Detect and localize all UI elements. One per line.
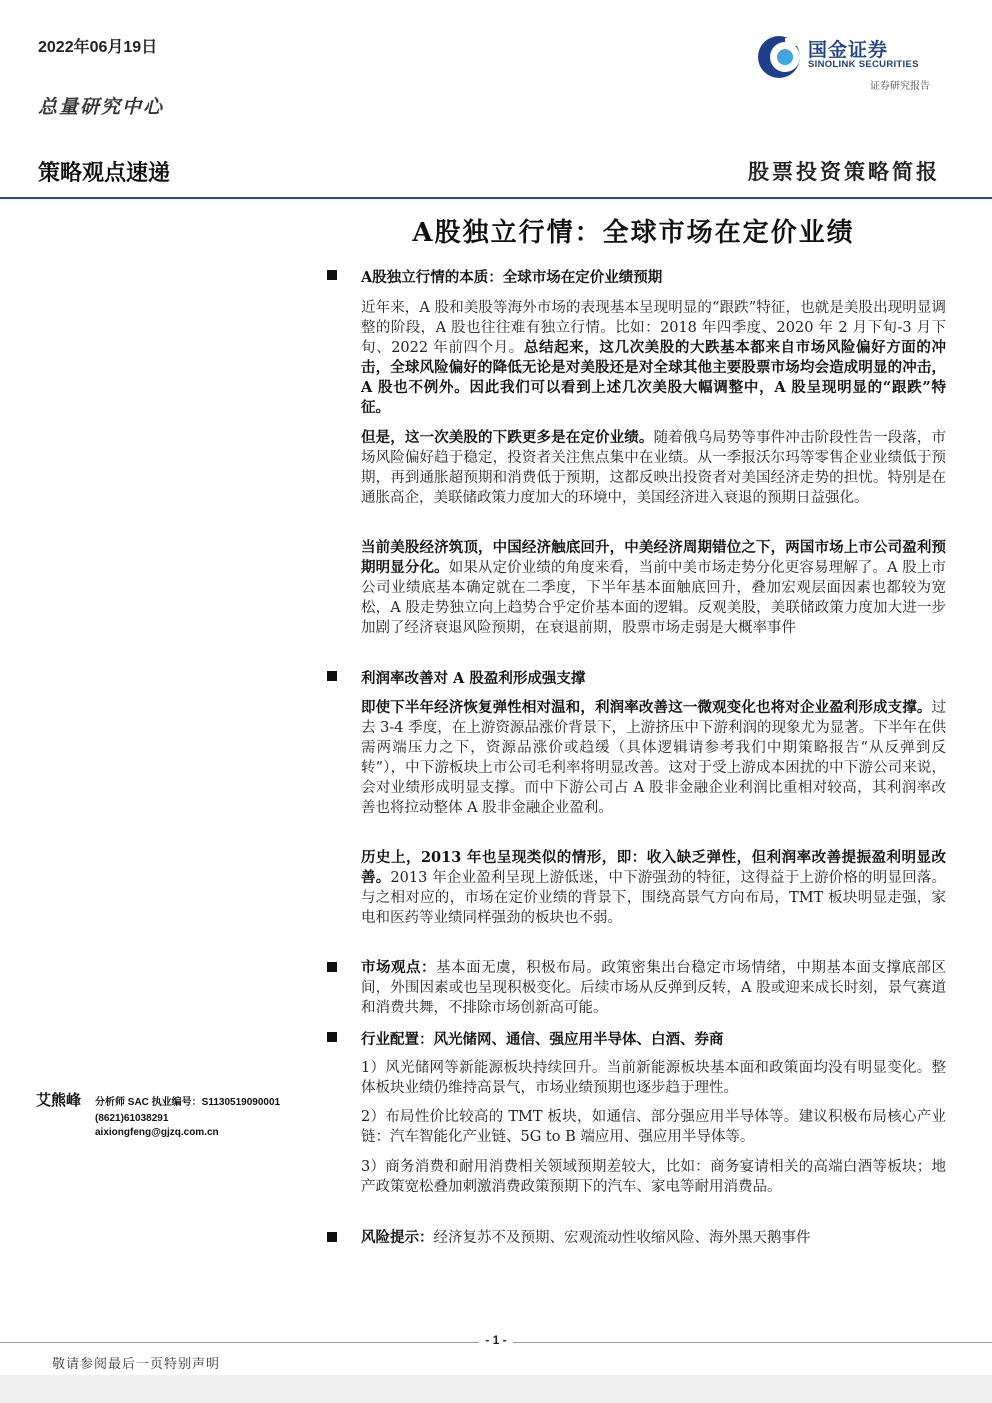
- paragraph-bold-text: 即使下半年经济恢复弹性相对温和，利润率改善这一微观变化也将对企业盈利形成支撑。: [361, 699, 932, 716]
- paragraph-bold-text: 当前美股经济筑顶，中国经济触底回升，中美经济周期错位之下，两国市场上市公司盈利预期明显分化。: [361, 539, 946, 576]
- logo-emblem-icon: [755, 32, 805, 82]
- disclaimer: 敬请参阅最后一页特别声明: [52, 1357, 221, 1372]
- market-view-paragraph: [361, 958, 946, 1018]
- paragraph-text: 如果从定价业绩的角度来看，当前中美市场走势分化更容易理解了。A 股上市公司业绩底基本确定就在二季度，下半年基本面触底回升，叠加宏观层面因素也都较为宽松，A 股走势独立向上趋势合乎定价基本面的逻辑。反观美股，美联储政策力度加大进一步加剧了经济衰退风险预期，在衰退前期，股票市场走弱是大概率事件: [361, 560, 947, 636]
- list-item: 3）商务消费和耐用消费相关领域预期差较大，比如：商务宴请相关的高端白酒等板块；地产政策宽松叠加刺激消费政策预期下的汽车、家电等耐用消费品。: [361, 1159, 946, 1195]
- paragraph-bold-text: 总结起来，这几次美股的大跌基本都来自市场风险偏好方面的冲击，全球风险偏好的降低无论是对美股还是对全球其他主要股票市场均会造成明显的冲击，A 股也不例外。因此我们可以看到上述几次美股大幅调整中，A 股呈现明显的“跟跌”特征。: [361, 339, 947, 416]
- market-view-label: 市场观点：: [361, 959, 437, 976]
- risk-label: 风险提示：: [361, 1229, 434, 1246]
- page-number: - 1 -: [479, 1333, 512, 1347]
- paragraph-text: 随着俄乌局势等事件冲击阶段性告一段落，市场风险偏好趋于稳定，投资者关注焦点集中在业绩。从一季报沃尔玛等零售企业业绩低于预期，再到通胀超预期和消费低于预期，这都反映出投资者对美国经济走势的担忧。特别是在通胀高企，美联储政策力度加大的环境中，美国经济进入衰退的预期日益强化。: [361, 430, 946, 506]
- list-item: 2）布局性价比较高的 TMT 板块，如通信、部分强应用半导体等。建议积极布局核心产业链：汽车智能化产业链、5G to B 端应用、强应用半导体等。: [361, 1109, 946, 1145]
- section-heading: 利润率改善对 A 股盈利形成强支撑: [361, 670, 586, 687]
- risk-paragraph: [361, 1228, 946, 1248]
- report-date: 2022年06月19日: [38, 39, 158, 56]
- logo-name-cn: 国金证券: [808, 40, 889, 61]
- logo-name-en: SINOLINK SECURITIES: [808, 59, 919, 70]
- section-bullet: [327, 1232, 337, 1242]
- section-bullet: [327, 962, 337, 972]
- department-name: 总量研究中心: [38, 96, 165, 118]
- section-bullet: [327, 270, 337, 280]
- analyst-license: 分析师 SAC 执业编号：S1130519090001: [95, 1097, 281, 1108]
- paragraph-text: 过去 3-4 季度，在上游资源品涨价背景下，上游挤压中下游利润的现象尤为显著。下半年在供需两端压力之下，资源品涨价或趋缓（具体逻辑请参考我们中期策略报告“从反弹到反转”），中下游板块上市公司毛利率将明显改善。这对于受上游成本困扰的中下游公司来说，会对业绩形成明显支撑。而中下游公司占 A 股非金融企业利润比重相对较高，其利润率改善也将拉动整体 A 股非金融企业盈利。: [361, 700, 946, 816]
- section-heading: [361, 1028, 724, 1049]
- paragraph-bold-text: 但是，这一次美股的下跌更多是在定价业绩。: [361, 429, 654, 446]
- report-title: A股独立行情：全球市场在定价业绩: [412, 218, 855, 248]
- industry-label: 行业配置：: [361, 1031, 434, 1048]
- paragraph: [361, 428, 946, 508]
- author-email[interactable]: aixiongfeng@gjzq.com.cn: [95, 1127, 219, 1138]
- section-heading: A股独立行情的本质：全球市场在定价业绩预期: [361, 269, 663, 286]
- list-item: 1）风光储网等新能源板块持续回升。当前新能源板块基本面和政策面均没有明显变化。整体板块业绩仍维持高景气，市场业绩预期也逐步趋于理性。: [361, 1060, 946, 1096]
- paragraph: [361, 698, 946, 818]
- header-divider: [0, 197, 992, 199]
- logo-subtitle: 证券研究报告: [870, 81, 930, 92]
- section-bullet: [327, 671, 337, 681]
- author-phone: (8621)61038291: [95, 1113, 169, 1124]
- market-view-text: 基本面无虞，积极布局。政策密集出台稳定市场情绪，中期基本面支撑底部区间，外围因素或也呈现积极变化。后续市场从反弹到反转，A 股或迎来成长时刻，景气赛道和消费共舞，不排除市场创新高可能。: [361, 960, 947, 1016]
- paragraph-text: 2013 年企业盈利呈现上游低迷，中下游强劲的特征，这得益于上游价格的明显回落。与之相对应的，市场在定价业绩的背景下，围绕高景气方向布局，TMT 板块明显走强，家电和医药等业绩同样强劲的板块也不弱。: [361, 870, 947, 926]
- report-type: 股票投资策略简报: [748, 159, 940, 184]
- series-title: 策略观点速递: [38, 160, 171, 185]
- footer-bar: [0, 1375, 992, 1403]
- page-number-wrap: [0, 1333, 992, 1347]
- paragraph: [361, 538, 946, 638]
- author-name: 艾熊峰: [36, 1091, 82, 1109]
- section-bullet: [327, 1032, 337, 1042]
- paragraph: [361, 848, 946, 928]
- paragraph-text: 近年来，A 股和美股等海外市场的表现基本呈现明显的“跟跌”特征，也就是美股出现明显调整的阶段，A 股也往往难有独立行情。比如：2018 年四季度、2020 年 2 月下旬-3 月下旬、2022 年前四个月。: [361, 300, 946, 356]
- paragraph-bold-text: 历史上，2013 年也呈现类似的情形，即：收入缺乏弹性，但利润率改善提振盈利明显改善。: [361, 849, 946, 886]
- risk-text: 经济复苏不及预期、宏观流动性收缩风险、海外黑天鹅事件: [433, 1230, 811, 1246]
- industry-label-text: 风光储网、通信、强应用半导体、白酒、券商: [433, 1031, 724, 1048]
- paragraph: [361, 298, 946, 418]
